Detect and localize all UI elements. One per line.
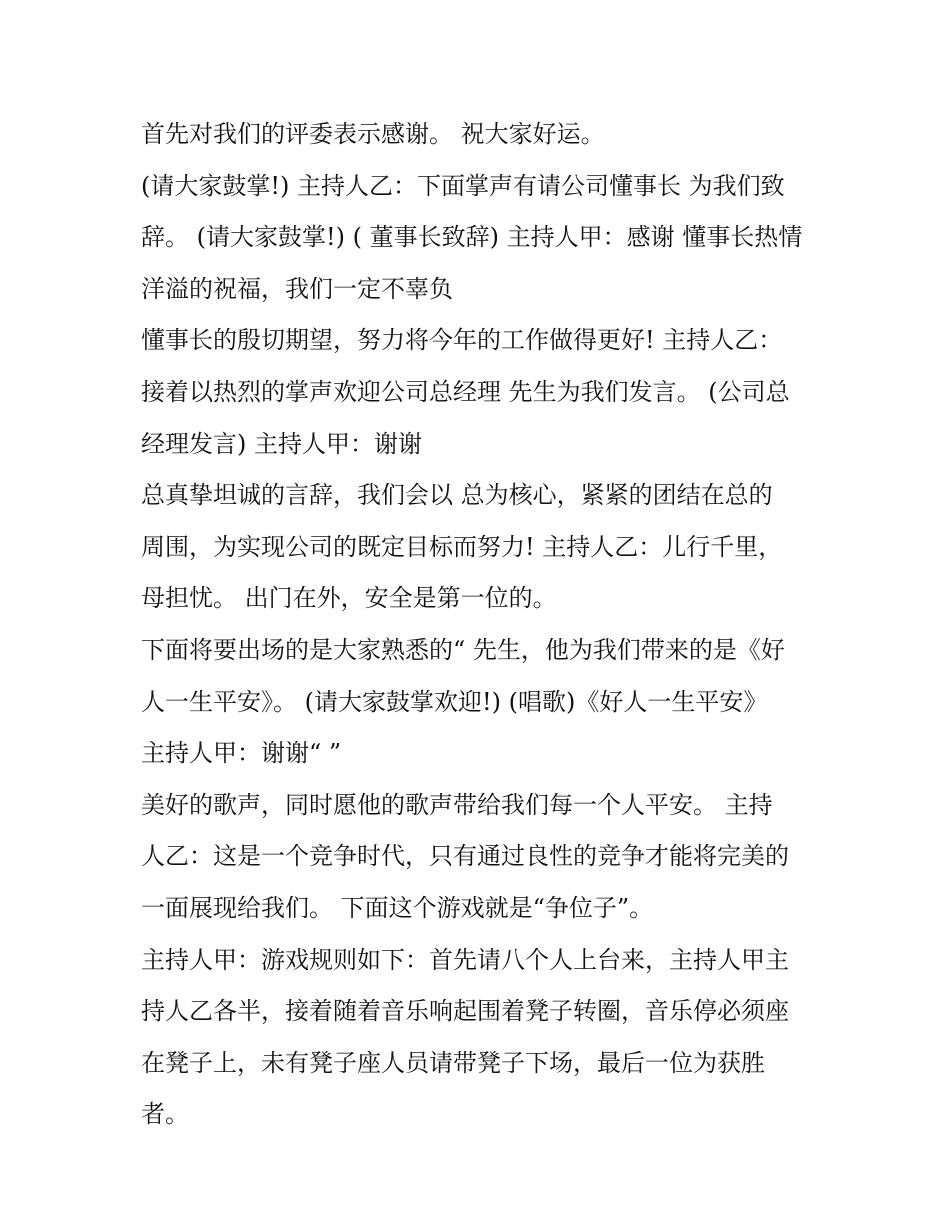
text-line: 主持人甲：游戏规则如下：首先请八个人上台来，主持人甲主 bbox=[141, 945, 789, 974]
text-line: 经理发言) 主持人甲：谢谢 bbox=[141, 429, 422, 458]
text-line: 下面将要出场的是大家熟悉的“ 先生，他为我们带来的是《好 bbox=[141, 635, 785, 664]
text-line: 总真挚坦诚的言辞，我们会以 总为核心，紧紧的团结在总的 bbox=[141, 481, 773, 510]
text-line: 美好的歌声，同时愿他的歌声带给我们每一个人平安。 主持 bbox=[141, 790, 773, 819]
text-line: 主持人甲：谢谢“ ” bbox=[141, 739, 342, 768]
text-line: 持人乙各半，接着随着音乐响起围着凳子转圈，音乐停必须座 bbox=[141, 997, 789, 1026]
text-line: 在凳子上，未有凳子座人员请带凳子下场，最后一位为获胜 bbox=[141, 1048, 765, 1077]
text-line: 首先对我们的评委表示感谢。 祝大家好运。 bbox=[141, 120, 605, 148]
text-line: 一面展现给我们。 下面这个游戏就是“争位子”。 bbox=[141, 893, 654, 922]
text-line: 懂事长的殷切期望，努力将今年的工作做得更好! 主持人乙： bbox=[141, 326, 783, 355]
text-line: 者。 bbox=[141, 1100, 189, 1129]
text-line: 人乙：这是一个竞争时代，只有通过良性的竞争才能将完美的 bbox=[141, 842, 789, 871]
document-body bbox=[141, 109, 821, 1141]
text-line: (请大家鼓掌!) 主持人乙：下面掌声有请公司懂事长 为我们致 bbox=[141, 171, 785, 200]
text-line: 人一生平安》。 (请大家鼓掌欢迎!) (唱歌)《好人一生平安》 bbox=[141, 687, 768, 716]
text-line: 周围，为实现公司的既定目标而努力! 主持人乙：儿行千里， bbox=[141, 532, 783, 561]
text-line: 接着以热烈的掌声欢迎公司总经理 先生为我们发言。 (公司总 bbox=[141, 377, 790, 406]
text-line: 洋溢的祝福，我们一定不辜负 bbox=[141, 274, 453, 303]
text-line: 母担忧。 出门在外，安全是第一位的。 bbox=[141, 584, 557, 613]
text-line: 辞。 (请大家鼓掌!) ( 董事长致辞) 主持人甲：感谢 懂事长热情 bbox=[141, 223, 803, 252]
